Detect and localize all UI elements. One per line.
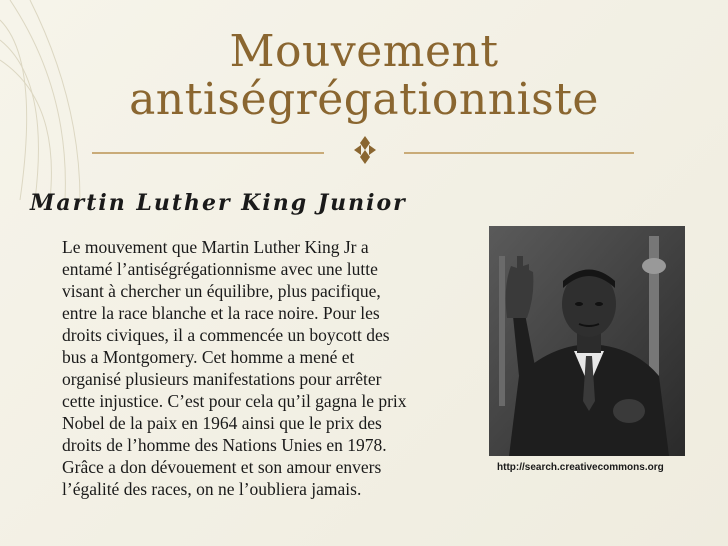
body-line: droits civiques, il a commencée un boycott des	[62, 325, 390, 345]
portrait-photo	[489, 226, 685, 456]
body-line: entamé l’antiségrégationnisme avec une lutte	[62, 259, 378, 279]
title-line-1: Mouvement	[229, 26, 499, 77]
body-line: cette injustice. C’est pour cela qu’il gagna le prix	[62, 391, 407, 411]
title-line-2: antiségrégationniste	[129, 74, 599, 125]
title-rule-left	[92, 152, 324, 154]
body-line: visant à chercher un équilibre, plus pacifique,	[62, 281, 381, 301]
slide-title	[60, 28, 668, 124]
body-paragraph	[62, 236, 472, 500]
body-line: Le mouvement que Martin Luther King Jr a	[62, 237, 369, 257]
body-line: Nobel de la paix en 1964 ainsi que le prix des	[62, 413, 382, 433]
body-line: l’égalité des races, on ne l’oubliera jamais.	[62, 479, 362, 499]
body-line: organisé plusieurs manifestations pour arrêter	[62, 369, 382, 389]
body-line: bus a Montgomery. Cet homme a mené et	[62, 347, 355, 367]
quad-diamond-bullet-icon	[335, 132, 395, 168]
photo-credit-link[interactable]: http://search.creativecommons.org	[497, 462, 664, 473]
body-line: Grâce a don dévouement et son amour envers	[62, 457, 382, 477]
body-line: entre la race blanche et la race noire. Pour les	[62, 303, 380, 323]
body-line: droits de l’homme des Nations Unies en 1978.	[62, 435, 387, 455]
title-rule-right	[404, 152, 634, 154]
section-subtitle: Martin Luther King Junior	[30, 190, 407, 216]
